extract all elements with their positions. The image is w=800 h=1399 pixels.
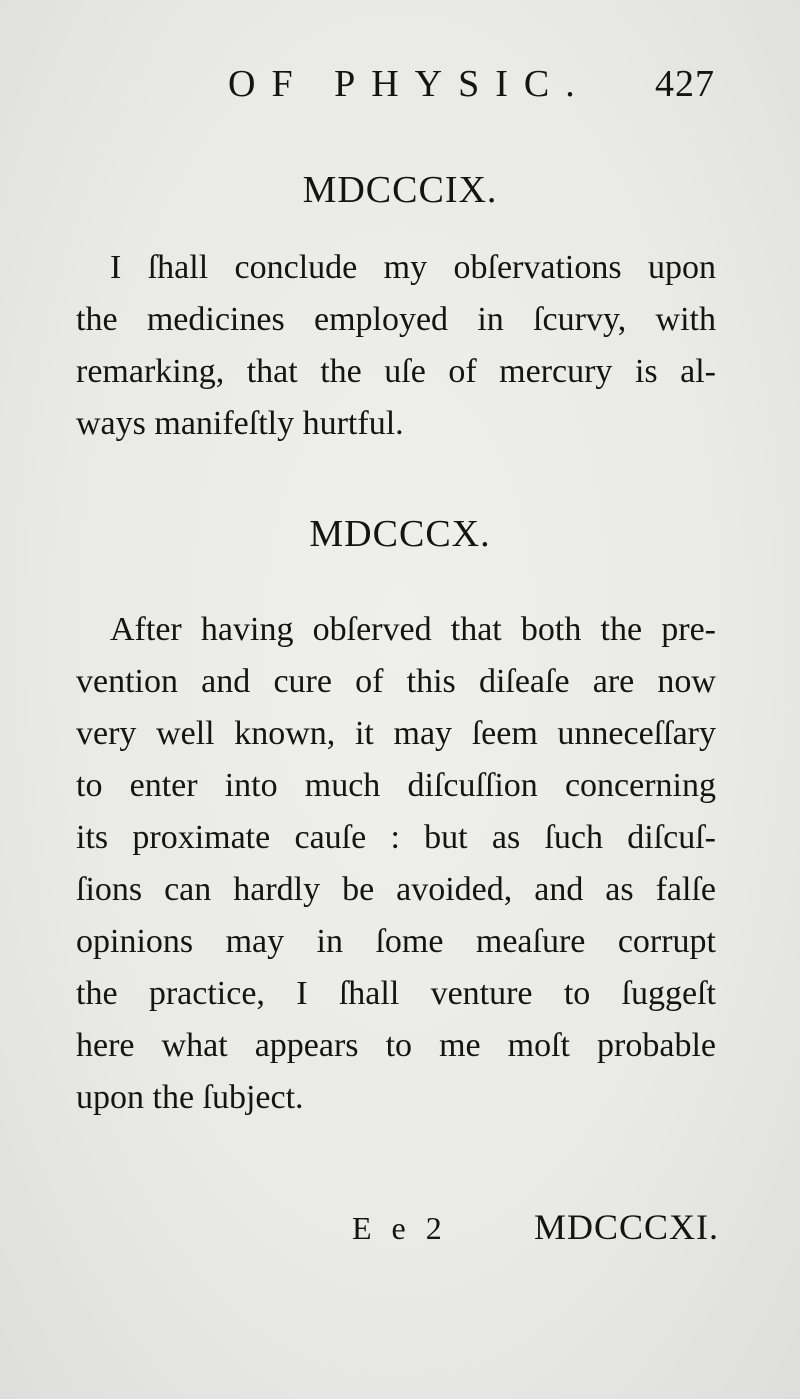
paragraph-mdcccx [76, 604, 716, 1124]
text-line: remarking, that the uſe of mercury is al- [76, 353, 716, 390]
page-number: 427 [655, 63, 715, 105]
text-line: I ſhall conclude my obſervations upon [110, 249, 716, 286]
text-line: very well known, it may ſeem unneceſſary [76, 715, 716, 752]
text-line: here what appears to me moſt probable [76, 1027, 716, 1064]
signature-mark: E e 2 [352, 1210, 448, 1246]
text-line: the medicines employed in ſcurvy, with [76, 301, 716, 338]
running-head: OF PHYSIC. [228, 63, 591, 105]
text-line: ſions can hardly be avoided, and as falſe [76, 871, 716, 908]
text-line: to enter into much diſcuſſion concerning [76, 767, 716, 804]
catchword: MDCCCXI. [534, 1207, 720, 1247]
text-line: its proximate cauſe : but as ſuch diſcuſ- [76, 819, 716, 856]
paragraph-mdcccix [76, 242, 716, 450]
page-footer [0, 1206, 800, 1256]
section-heading-mdcccix: MDCCCIX. [302, 169, 498, 211]
page-header [0, 62, 800, 112]
text-line: vention and cure of this diſeaſe are now [76, 663, 716, 700]
text-line: upon the ſubject. [76, 1079, 304, 1116]
text-line: ways manifeſtly hurtful. [76, 405, 404, 442]
section-heading-mdcccx: MDCCCX. [309, 513, 491, 555]
text-line: After having obſerved that both the pre- [110, 611, 716, 648]
text-line: opinions may in ſome meaſure corrupt [76, 923, 716, 960]
text-line: the practice, I ſhall venture to ſuggeſt [76, 975, 716, 1012]
